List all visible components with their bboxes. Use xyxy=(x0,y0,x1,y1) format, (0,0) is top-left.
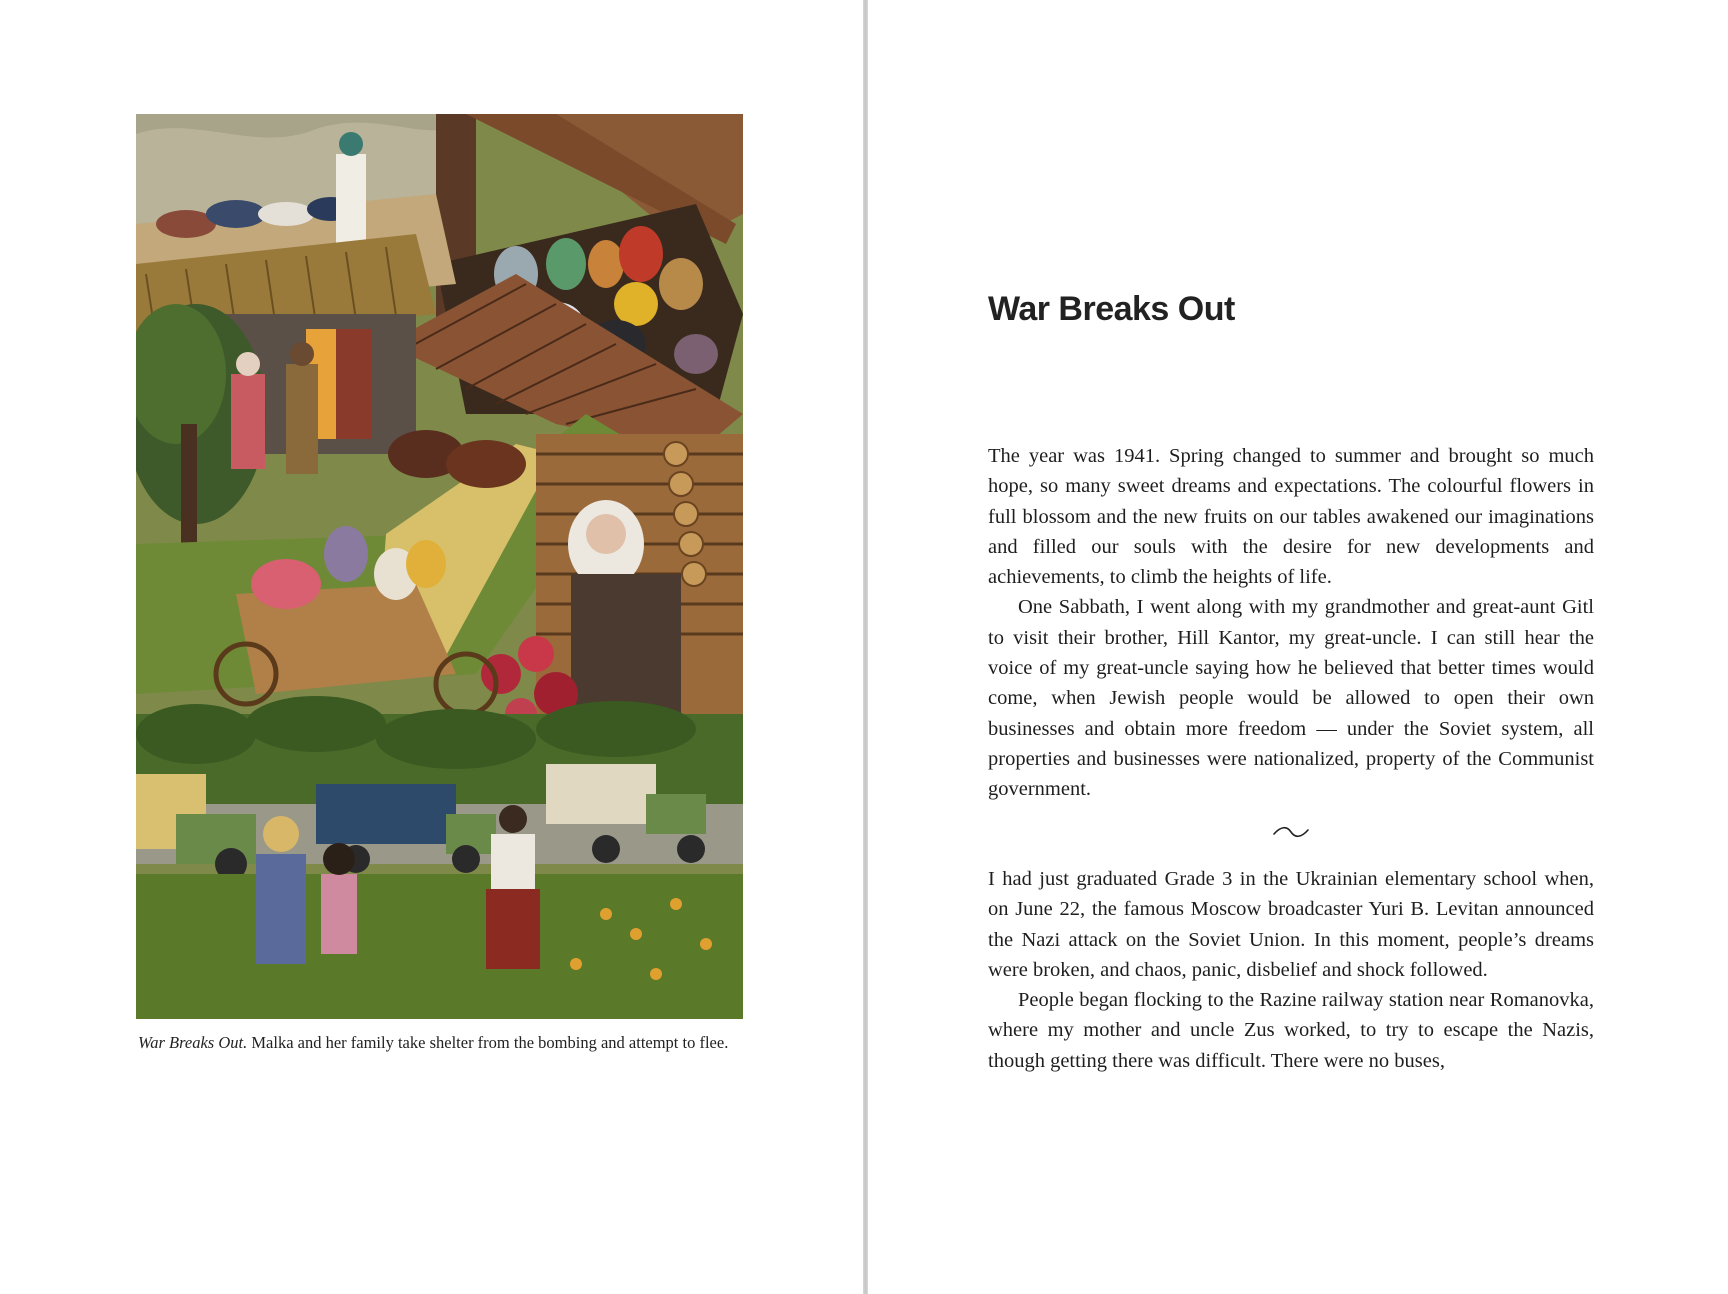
illustration-caption xyxy=(138,1030,745,1056)
caption-text: Malka and her family take shelter from the bombing and attempt to flee. xyxy=(247,1033,729,1052)
section-1 xyxy=(988,441,1594,805)
section-break-ornament-icon xyxy=(1271,822,1311,842)
chapter-illustration xyxy=(136,114,743,1019)
chapter-title: War Breaks Out xyxy=(988,290,1235,328)
painting-illustration xyxy=(136,114,743,1019)
paragraph: One Sabbath, I went along with my grandmother and great-aunt Gitl to visit their brother, Hill Kantor, my great-uncle. I can still hear the voice of my great-uncle saying how he believed that better times would come, when Jewish people would be allowed to open their own businesses and obtain more freedom — under the Soviet system, all properties and businesses were nationalized, property of the Communist government. xyxy=(988,596,1594,801)
section-2 xyxy=(988,864,1594,1076)
right-page xyxy=(868,0,1728,1294)
left-page xyxy=(0,0,863,1294)
paragraph: The year was 1941. Spring changed to summer and brought so much hope, so many sweet dreams and expectations. The colourful flowers in full blossom and the new fruits on our tables awakened our imaginations and filled our souls with the desire for new developments and achievements, to climb the heights of life. xyxy=(988,445,1594,589)
caption-title: War Breaks Out. xyxy=(138,1033,248,1052)
paragraph: I had just graduated Grade 3 in the Ukrainian elementary school when, on June 22, the famous Moscow broadcaster Yuri B. Levitan announced the Nazi attack on the Soviet Union. In this moment, people’s dreams were broken, and chaos, panic, disbelief and shock followed. xyxy=(988,868,1594,981)
paragraph: People began flocking to the Razine railway station near Romanovka, where my mother and uncle Zus worked, to try to escape the Nazis, though getting there was difficult. There were no buses, xyxy=(988,989,1594,1072)
